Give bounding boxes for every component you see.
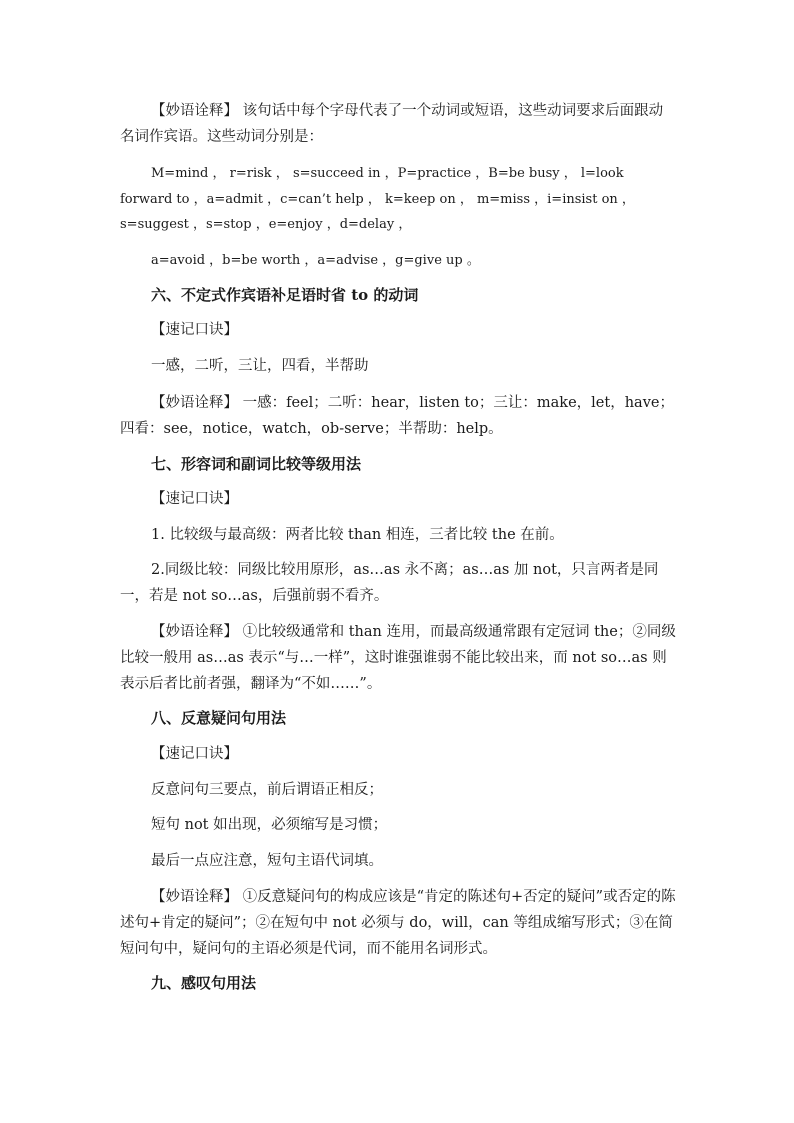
explanation-paragraph [120,98,676,150]
section-8-mnemonic-line-3: 最后一点应注意，短句主语代词填。 [151,853,383,869]
section-8-explanation [120,884,676,962]
section-8-mnemonic-line-2: 短句 not 如出现，必须缩写是习惯； [151,817,388,833]
section-6-heading: 六、不定式作宾语补足语时省 to 的动词 [151,286,419,304]
section-8-mnemonic-tag: 【速记口诀】 [151,746,238,762]
verb-list-paragraph: M=mind ， r=risk ， s=succeed in ，P=practice ，B=be busy ， l=look forward to ，a=admit ，c=can’t help ， k=keep on ， m=miss ，i=insist on ，s=suggest ，s=stop ，e=enjoy ，d=delay ， [120,166,635,232]
explanation-tag: 【妙语诠释】 [151,889,238,905]
section-7-explanation [120,619,676,697]
verb-list-continued: a=avoid ，b=be worth ，a=advise ，g=give up 。 [151,253,480,268]
explanation-text: 该句话中每个字母代表了一个动词或短语，这些动词要求后面跟动名词作宾语。这些动词分别是： [120,103,664,145]
section-8-mnemonic-line-1: 反意问句三要点，前后谓语正相反； [151,782,383,798]
explanation-text: ①反意疑问句的构成应该是“肯定的陈述句+否定的疑问”或否定的陈述句+肯定的疑问”；②在短句中 not 必须与 do，will，can 等组成缩写形式；③在简短问句中，疑问句的主语必须是代词，而不能用名词形式。 [120,889,676,957]
explanation-tag: 【妙语诠释】 [151,103,238,119]
section-7-rule-1: 1. 比较级与最高级：两者比较 than 相连，三者比较 the 在前。 [151,527,564,543]
explanation-tag: 【妙语诠释】 [151,624,238,640]
section-7-heading: 七、形容词和副词比较等级用法 [151,455,362,473]
section-6-mnemonic: 一感，二听，三让，四看，半帮助 [151,358,369,374]
explanation-tag: 【妙语诠释】 [151,395,238,411]
section-6-mnemonic-tag: 【速记口诀】 [151,322,238,338]
section-6-explanation [120,390,676,442]
section-7-rule-2: 2.同级比较：同级比较用原形，as…as 永不离；as…as 加 not，只言两者是同一，若是 not so…as，后强前弱不看齐。 [120,562,659,604]
section-8-heading: 八、反意疑问句用法 [151,709,287,727]
explanation-text: 一感：feel；二听：hear，listen to；三让：make，let，have；四看：see，notice，watch，ob-serve；半帮助：help。 [120,395,674,437]
section-9-heading: 九、感叹句用法 [151,974,257,992]
section-7-mnemonic-tag: 【速记口诀】 [151,491,238,507]
explanation-text: ①比较级通常和 than 连用，而最高级通常跟有定冠词 the；②同级比较一般用 as…as 表示“与…一样”，这时谁强谁弱不能比较出来，而 not so…as 则表示后者比前者强，翻译为“不如……”。 [120,624,676,692]
